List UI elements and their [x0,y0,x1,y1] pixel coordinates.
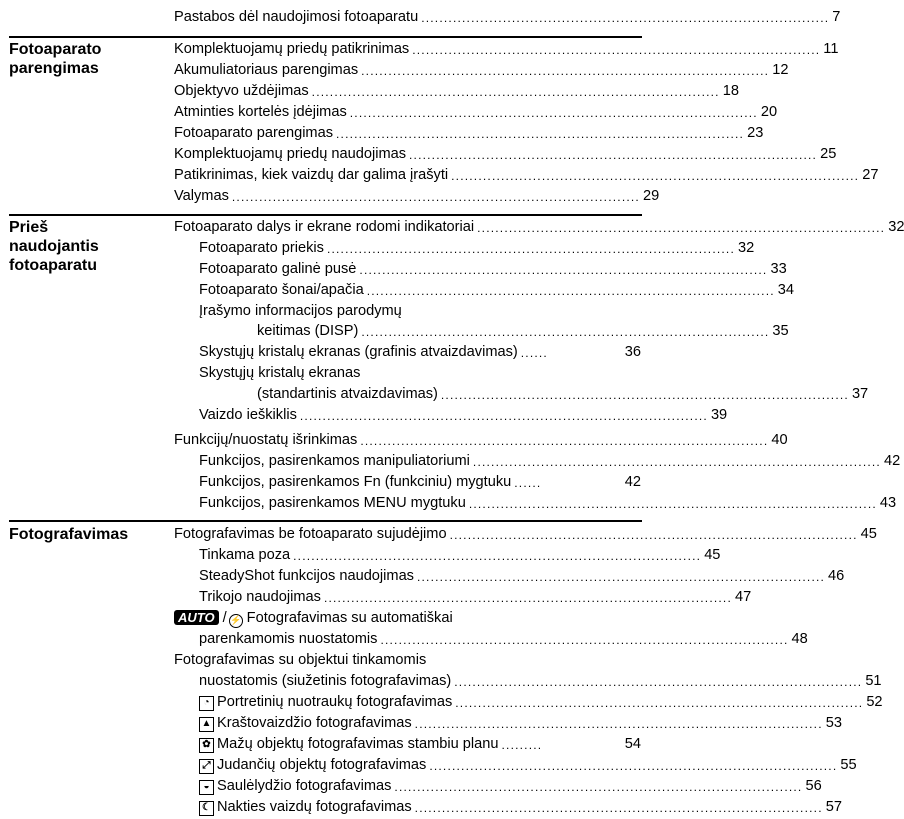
toc-entry[interactable] [199,281,794,300]
toc-entry-text: Komplektuojamų priedų patikrinimas [174,41,410,57]
toc-entry-text: Fotografavimas su automatiškai [246,610,453,626]
toc-entry-page: 27 [862,167,879,183]
leader-dots: .......................................................................................... [336,127,745,141]
toc-entry[interactable] [174,431,788,450]
leader-dots: .......................................................................................... [472,455,881,469]
toc-entry-text: keitimas (DISP) [257,323,359,339]
toc-entry-page: 54 [624,736,641,752]
leader-dots: .......................................................................................... [361,325,770,339]
leader-dots: .......................................................................................... [451,169,860,183]
toc-entry[interactable] [174,145,837,164]
toc-entry[interactable] [199,494,897,513]
toc-entry-text: Objektyvo uždėjimas [174,83,309,99]
macro-icon: ✿ [199,738,214,753]
toc-entry-text: Tinkama poza [199,547,291,563]
toc-entry-text: Vaizdo ieškiklis [199,407,297,423]
section-label: Prieš naudojantis fotoaparatu [9,219,99,274]
toc-entry[interactable] [199,735,641,754]
leader-dots: .......................................................................................... [293,549,702,563]
leader-dots: .......................................................................................... [477,221,886,235]
toc-entry-page: 23 [747,125,764,141]
toc-entry-page: 33 [770,261,787,277]
toc-entry-text: Funkcijos, pasirenkamos manipuliatoriumi [199,453,470,469]
toc-entry-text: Pastabos dėl naudojimosi fotoaparatu [174,9,419,25]
leader-dots: .......................................................................................... [455,696,864,710]
leader-dots: .......................................................................................... [454,675,863,689]
toc-entry[interactable] [174,8,841,27]
toc-entry-page: 29 [642,188,660,204]
toc-entry[interactable] [174,218,904,237]
toc-entry[interactable] [199,693,883,712]
separator: / [222,610,227,626]
toc-entry[interactable] [174,187,660,206]
toc-entry-text: Fotoaparato galinė pusė [199,261,357,277]
toc-entry-text: Trikojo naudojimas [199,589,321,605]
toc-entry-page: 51 [865,673,882,689]
leader-dots: .......................................................................................... [440,388,849,402]
toc-entry[interactable] [174,166,879,185]
flash-off-icon: ⚡ [229,614,243,628]
toc-entry-page: 56 [805,778,822,794]
toc-entry-text[interactable]: Įrašymo informacijos parodymų [199,303,402,319]
toc-entry-text: Mažų objektų fotografavimas stambiu planu [217,736,499,752]
toc-entry-text: (standartinis atvaizdavimas) [257,386,438,402]
toc-entry-text: Fotoaparato dalys ir ekrane rodomi indikatoriai [174,219,475,235]
portrait-icon: ◔ [199,696,214,711]
toc-entry-text: Saulėlydžio fotografavimas [217,778,392,794]
toc-entry-text: Komplektuojamų priedų naudojimas [174,146,407,162]
toc-entry-page: 42 [624,474,641,490]
toc-entry-page: 34 [777,282,794,298]
toc-entry-page: 53 [825,715,842,731]
toc-entry-text: Portretinių nuotraukų fotografavimas [217,694,453,710]
toc-entry-text: Nakties vaizdų fotografavimas [217,799,412,815]
toc-entry-text: Funkcijų/nuostatų išrinkimas [174,432,358,448]
toc-entry[interactable] [199,798,842,817]
leader-dots: ...... [514,476,542,490]
toc-entry-page: 55 [840,757,857,773]
toc-entry-page: 45 [704,547,721,563]
toc-entry[interactable] [199,714,842,733]
toc-entry[interactable] [199,588,752,607]
leader-dots: .......................................................................................... [359,263,768,277]
leader-dots: .......................................................................................... [394,780,803,794]
toc-entry[interactable] [199,672,882,691]
toc-entry-text: Atminties kortelės įdėjimas [174,104,347,120]
toc-entry-text[interactable]: Skystųjų kristalų ekranas [199,365,361,381]
toc-entry-text: Valymas [174,188,229,204]
toc-entry-page: 52 [866,694,883,710]
leader-dots: .......................................................................................... [414,717,823,731]
toc-entry[interactable] [257,322,789,341]
leader-dots: .......................................................................................... [349,106,758,120]
toc-entry-text: Judančių objektų fotografavimas [217,757,427,773]
section-label: Fotografavimas [9,526,129,543]
toc-entry-page: 47 [735,589,752,605]
toc-entry-page: 46 [828,568,845,584]
toc-entry[interactable] [199,756,857,775]
toc-entry-text: Funkcijos, pasirenkamos Fn (funkciniu) mygtuku [199,474,512,490]
toc-entry[interactable] [174,82,739,101]
toc-entry[interactable] [199,567,845,586]
toc-entry[interactable] [199,452,901,471]
toc-entry-page: 11 [823,41,839,57]
toc-entry[interactable] [199,239,755,258]
toc-entry-text: parenkamomis nuostatomis [199,631,378,647]
leader-dots: .......................................................................................... [231,190,640,204]
toc-entry[interactable] [199,546,721,565]
leader-dots: .......................................................................................... [416,570,826,584]
toc-entry-page: 42 [883,453,901,469]
sunset-icon: ◒ [199,780,214,795]
leader-dots: .......................................................................................... [449,528,858,542]
toc-entry[interactable] [199,260,787,279]
leader-dots: .......................................................................................... [360,434,769,448]
toc-entry-page: 36 [624,344,641,360]
leader-dots: .......................................................................................... [429,759,838,773]
toc-entry[interactable] [199,630,808,649]
toc-entry-page: 37 [851,386,869,402]
toc-entry-text[interactable]: Fotografavimas su objektui tinkamomis [174,652,427,668]
toc-entry[interactable] [174,103,778,122]
leader-dots: .......................................................................................... [414,801,823,815]
toc-entry-page: 57 [825,799,842,815]
toc-entry-text: Fotoaparato šonai/apačia [199,282,364,298]
toc-entry-text: Patikrinimas, kiek vaizdų dar galima įrašyti [174,167,449,183]
toc-entry[interactable] [257,385,869,404]
leader-dots: .......................................................................................... [361,64,770,78]
leader-dots: .......................................................................................... [299,409,708,423]
toc-entry-page: 39 [710,407,728,423]
leader-dots: ...... [520,346,548,360]
leader-dots: .......................................................................................... [468,497,877,511]
leader-dots: .......................................................................................... [409,148,818,162]
toc-entry-text: nuostatomis (siužetinis fotografavimas) [199,673,452,689]
landscape-icon: ▲ [199,717,214,732]
toc-entry-page: 18 [722,83,739,99]
toc-entry-page: 25 [820,146,837,162]
toc-entry-text: Akumuliatoriaus parengimas [174,62,359,78]
toc-entry[interactable] [174,609,453,628]
leader-dots: .......................................................................................... [421,11,830,25]
toc-entry-page: 12 [772,62,789,78]
leader-dots: .......................................................................................... [380,633,789,647]
toc-entry[interactable] [199,777,822,796]
leader-dots: .......................................................................................... [326,242,735,256]
toc-entry[interactable] [174,40,839,59]
toc-entry-page: 20 [760,104,778,120]
toc-entry[interactable] [199,406,728,425]
auto-mode-icon: AUTO [174,610,219,625]
toc-entry-page: 45 [860,526,877,542]
toc-entry-page: 40 [771,432,788,448]
leader-dots: .......................................................................................... [323,591,732,605]
toc-entry-page: 48 [791,631,808,647]
toc-entry-page: 32 [888,219,904,235]
section-divider [9,214,642,216]
leader-dots: ......... [501,738,543,752]
toc-entry-text: Fotoaparato priekis [199,240,324,256]
toc-entry[interactable] [174,124,764,143]
toc-entry-page: 7 [832,9,841,25]
toc-entry-page: 35 [772,323,789,339]
toc-entry-text: Fotografavimas be fotoaparato sujudėjimo [174,526,447,542]
sports-icon: ⤢ [199,759,214,774]
leader-dots: .......................................................................................... [412,43,821,57]
toc-entry[interactable] [174,525,877,544]
toc-entry-text: SteadyShot funkcijos naudojimas [199,568,414,584]
toc-entry-text: Skystųjų kristalų ekranas (grafinis atvaizdavimas) [199,344,518,360]
toc-entry[interactable] [199,343,641,362]
toc-entry-text: Fotoaparato parengimas [174,125,334,141]
section-divider [9,520,642,522]
toc-entry-page: 43 [879,495,897,511]
toc-entry[interactable] [199,473,641,492]
toc-entry[interactable] [174,61,789,80]
leader-dots: .......................................................................................... [311,85,720,99]
leader-dots: .......................................................................................... [366,284,775,298]
toc-entry-text: Funkcijos, pasirenkamos MENU mygtuku [199,495,466,511]
toc-entry-text: Kraštovaizdžio fotografavimas [217,715,412,731]
section-divider [9,36,642,38]
night-portrait-icon: ☾ [199,801,214,816]
section-label: Fotoaparato parengimas [9,41,102,77]
toc-entry-page: 32 [738,240,755,256]
